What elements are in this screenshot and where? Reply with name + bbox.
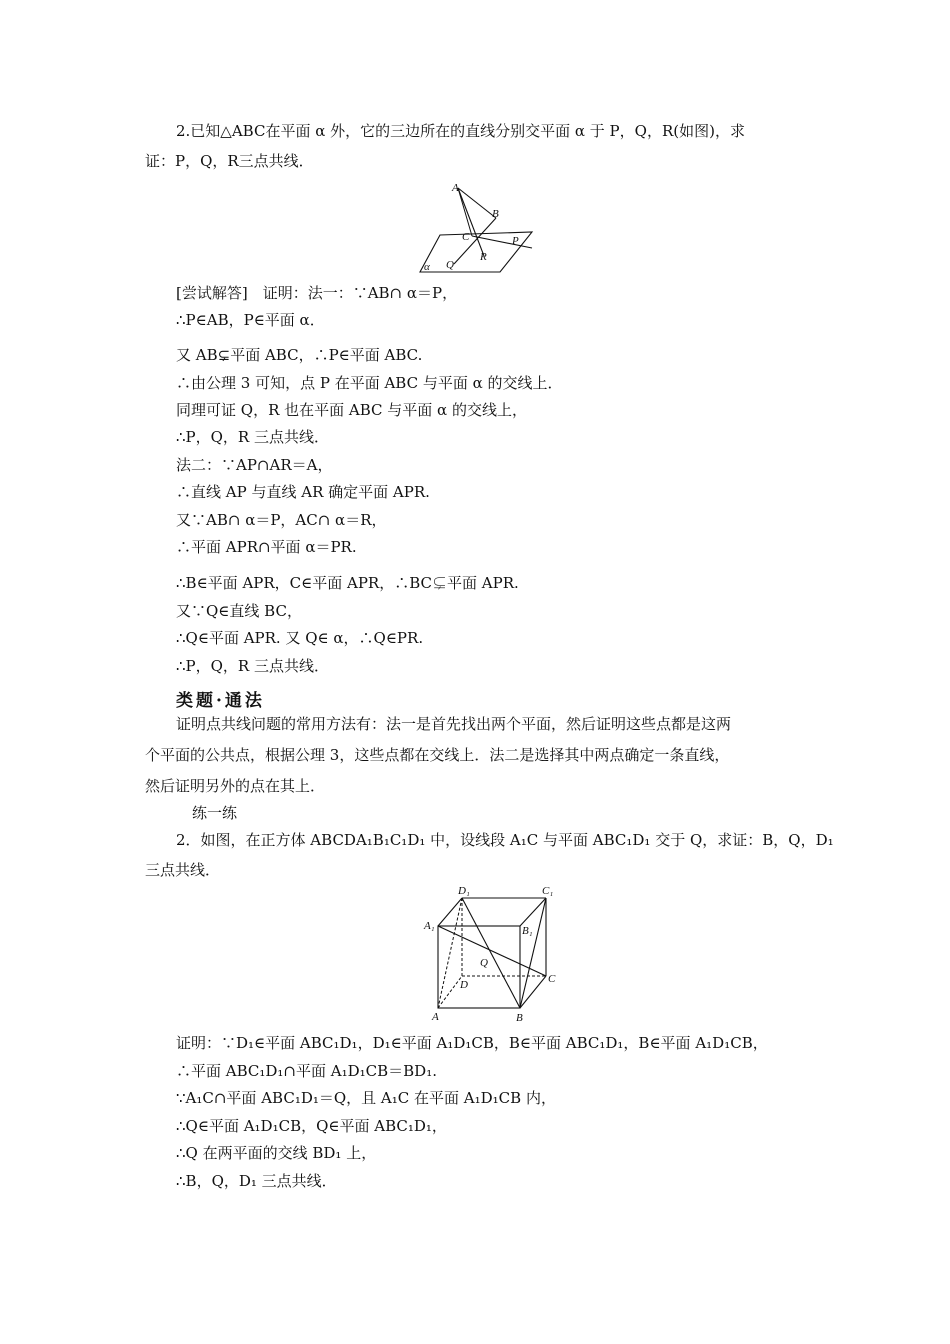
solution1-line: ∴P∈AB，P∈平面 α． <box>176 311 325 329</box>
solution2-line: ∴B，Q，D₁ 三点共线． <box>176 1172 337 1190</box>
solution1-line: ∴平面 APR∩平面 α＝PR. <box>176 538 357 556</box>
label-B1: B₁ <box>522 925 533 937</box>
label-A1: A₁ <box>424 920 435 932</box>
label-alpha: α <box>424 261 430 273</box>
label-A: A <box>452 182 459 194</box>
label-C1: C₁ <box>542 885 554 897</box>
solution1-line: 又 AB⊊平面 ABC，∴P∈平面 ABC. <box>176 346 423 364</box>
label-R: R <box>480 251 487 263</box>
solution1-line: ∴P，Q，R 三点共线． <box>176 657 329 675</box>
problem2-line2: 三点共线． <box>145 861 221 879</box>
solution1-line: 法二：∵AP∩AR＝A， <box>176 456 333 474</box>
solution2-line: 证明：∵D₁∈平面 ABC₁D₁，D₁∈平面 A₁D₁CB，B∈平面 ABC₁D₁，B∈平面 A₁D₁CB， <box>176 1034 768 1052</box>
practice-label: 练一练 <box>192 804 238 822</box>
figure-cube <box>422 884 562 1026</box>
solution2-line: ∴平面 ABC₁D₁∩平面 A₁D₁CB＝BD₁. <box>176 1062 437 1080</box>
solution1-line: 又∵Q∈直线 BC， <box>176 602 302 620</box>
solution1-line: ∴P，Q，R 三点共线． <box>176 428 329 446</box>
label-D: D <box>460 979 468 991</box>
solution2-line: ∴Q∈平面 A₁D₁CB，Q∈平面 ABC₁D₁， <box>176 1117 447 1135</box>
solution1-line: ∴B∈平面 APR，C∈平面 APR，∴BC⊊平面 APR. <box>176 574 519 592</box>
label-C: C <box>548 973 556 985</box>
label-D1: D₁ <box>458 885 470 897</box>
solution1-line: 同理可证 Q，R 也在平面 ABC 与平面 α 的交线上， <box>176 401 527 419</box>
solution1-line: ∴Q∈平面 APR. 又 Q∈ α，∴Q∈PR. <box>176 629 424 647</box>
label-P: P <box>512 235 519 247</box>
method-line: 个平面的公共点，根据公理 3，这些点都在交线上．法二是选择其中两点确定一条直线， <box>145 746 730 764</box>
solution1-line: ∴由公理 3 可知，点 P 在平面 ABC 与平面 α 的交线上． <box>176 374 563 392</box>
solution2-line: ∵A₁C∩平面 ABC₁D₁＝Q，且 A₁C 在平面 A₁D₁CB 内， <box>176 1089 556 1107</box>
method-line: 然后证明另外的点在其上． <box>145 777 326 795</box>
section-heading: 类题·通法 <box>176 691 265 711</box>
label-B: B <box>516 1012 523 1024</box>
label-C: C <box>462 231 470 243</box>
label-B: B <box>492 208 499 220</box>
problem1-line2: 证：P，Q，R三点共线． <box>145 152 314 170</box>
figure-triangle-plane <box>412 178 540 274</box>
solution1-line: ∴直线 AP 与直线 AR 确定平面 APR. <box>176 483 430 501</box>
label-A: A <box>432 1011 439 1023</box>
label-Q: Q <box>480 957 488 969</box>
method-line: 证明点共线问题的常用方法有：法一是首先找出两个平面，然后证明这些点都是这两 <box>176 715 732 733</box>
problem1-line1: 2.已知△ABC在平面 α 外，它的三边所在的直线分别交平面 α 于 P，Q，R(如图)，求 <box>176 122 745 140</box>
problem2-line1: 2．如图，在正方体 ABCDA₁B₁C₁D₁ 中，设线段 A₁C 与平面 ABC₁D₁ 交于 Q，求证：B，Q，D₁ <box>176 831 834 849</box>
label-Q: Q <box>446 259 454 271</box>
solution1-line: [尝试解答] 证明：法一：∵AB∩ α＝P， <box>176 284 458 302</box>
solution1-line: 又∵AB∩ α＝P，AC∩ α＝R， <box>176 511 387 529</box>
solution2-line: ∴Q 在两平面的交线 BD₁ 上， <box>176 1144 377 1162</box>
